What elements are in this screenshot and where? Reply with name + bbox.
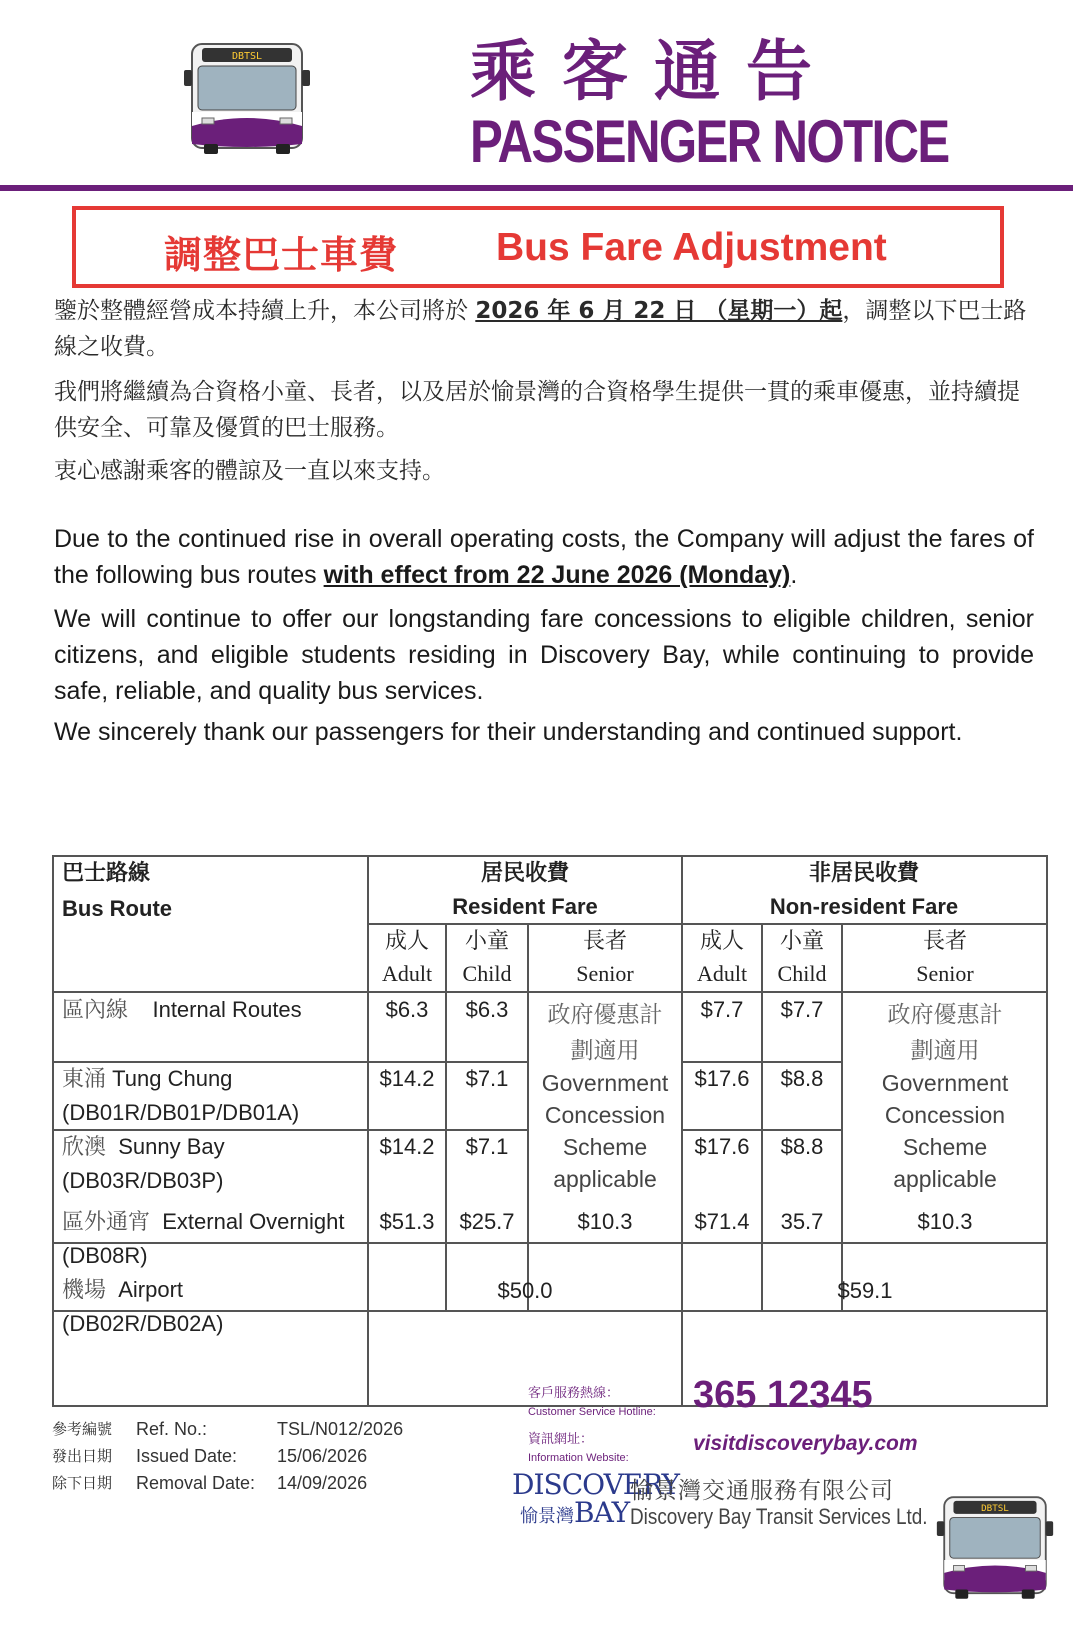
resident-child-zh: 小童 xyxy=(464,929,509,954)
removal-label-zh: 除下日期 xyxy=(52,1474,113,1492)
nonresident-adult-zh: 成人 xyxy=(699,929,744,954)
ref-value: TSL/N012/2026 xyxy=(277,1419,404,1439)
fare-cell: $25.7 xyxy=(459,1209,515,1234)
route-name-en: Tung Chung xyxy=(112,1066,233,1091)
fare-cell: $7.7 xyxy=(780,997,824,1022)
table-row xyxy=(62,994,302,1026)
removal-value: 14/09/2026 xyxy=(277,1473,368,1493)
resident-header-zh: 居民收費 xyxy=(480,860,569,885)
fare-cell: $14.2 xyxy=(379,1066,435,1091)
header-divider xyxy=(0,185,1073,191)
concession-en-line1: Government xyxy=(541,1070,669,1096)
fare-cell: $6.3 xyxy=(465,997,509,1022)
fare-cell: $14.2 xyxy=(379,1134,435,1159)
fare-cell: $17.6 xyxy=(694,1134,750,1159)
intro-en-p3: We sincerely thank our passengers for their understanding and continued support. xyxy=(54,718,963,746)
route-code: (DB01R/DB01P/DB01A) xyxy=(62,1100,300,1125)
route-code: (DB03R/DB03P) xyxy=(62,1168,224,1193)
nonresident-senior-en: Senior xyxy=(916,961,974,986)
fare-adjustment-banner xyxy=(72,206,1004,288)
concession-zh-line2: 劃適用 xyxy=(570,1038,640,1064)
bus-sign-text: DBTSL xyxy=(981,1503,1009,1515)
intro-zh-p1 xyxy=(54,293,1034,365)
website-label-en: Information Website: xyxy=(528,1452,629,1464)
concession-en-line3: Scheme xyxy=(562,1134,648,1160)
logo-zh: 愉景灣 xyxy=(520,1506,574,1527)
issued-value: 15/06/2026 xyxy=(277,1446,368,1466)
route-header-zh: 巴士路線 xyxy=(62,860,151,885)
route-name-en: Airport xyxy=(118,1277,184,1302)
route-name-en: Internal Routes xyxy=(152,997,302,1022)
intro-en-p2: We will continue to offer our longstanding fare concessions to eligible children, senior citizens, and eligible students residing in Discovery Bay, while continuing to provide safe, reliable, and quality bus services. xyxy=(54,605,1034,705)
company-name-en: Discovery Bay Transit Services Ltd. xyxy=(630,1504,928,1529)
route-code: (DB08R) xyxy=(62,1243,148,1268)
fare-cell: $6.3 xyxy=(385,997,429,1022)
discovery-bay-logo xyxy=(512,1468,679,1540)
fare-cell: $59.1 xyxy=(837,1278,893,1303)
bus-sign-text: DBTSL xyxy=(231,51,263,62)
route-name-zh: 機場 xyxy=(62,1277,107,1302)
resident-child-en: Child xyxy=(462,961,512,986)
fare-cell: $8.8 xyxy=(780,1066,824,1091)
issued-label-zh: 發出日期 xyxy=(52,1447,113,1465)
route-header-en: Bus Route xyxy=(62,896,172,921)
concession-en-line2: Concession xyxy=(544,1102,666,1128)
table-row xyxy=(62,1131,225,1163)
fare-cell: $71.4 xyxy=(694,1209,750,1234)
concession-en-line4: applicable xyxy=(893,1166,997,1192)
concession-zh-line1: 政府優惠計 xyxy=(547,1002,663,1028)
route-name-zh: 區外通宵 xyxy=(62,1209,151,1234)
resident-header-en: Resident Fare xyxy=(452,894,598,919)
fare-cell: $10.3 xyxy=(917,1209,973,1234)
intro-zh-p1-text: 鑒於整體經營成本持續上升，本公司將於 xyxy=(54,298,476,324)
fare-cell: $50.0 xyxy=(497,1278,553,1303)
concession-zh-line1: 政府優惠計 xyxy=(887,1002,1003,1028)
website-link[interactable]: visitdiscoverybay.com xyxy=(693,1432,918,1455)
nonresident-header-en: Non-resident Fare xyxy=(769,894,959,919)
fare-cell: $10.3 xyxy=(577,1209,633,1234)
route-name-en: External Overnight xyxy=(162,1209,345,1234)
notice-title-zh: 乘客通告 xyxy=(470,33,838,110)
fare-cell: $7.7 xyxy=(700,997,744,1022)
website-label-zh: 資訊網址： xyxy=(528,1432,594,1447)
concession-en-line3: Scheme xyxy=(902,1134,988,1160)
effective-date-en: with effect from 22 June 2026 (Monday) xyxy=(323,561,791,589)
nonresident-child-zh: 小童 xyxy=(779,929,824,954)
intro-en-p1-text: Due to the continued rise in overall operating costs, the Company will adjust the fares of the following bus routes xyxy=(54,525,1034,589)
fare-cell: $51.3 xyxy=(379,1209,435,1234)
bus-illustration-small xyxy=(935,1490,1055,1606)
route-code: (DB02R/DB02A) xyxy=(62,1311,224,1336)
concession-zh-line2: 劃適用 xyxy=(910,1038,980,1064)
table-row xyxy=(62,1274,183,1306)
document-meta xyxy=(52,1416,472,1497)
nonresident-header-zh: 非居民收費 xyxy=(808,860,919,885)
resident-senior-concession xyxy=(528,999,682,1195)
hotline-number[interactable]: 365 12345 xyxy=(693,1374,873,1416)
intro-en-p1-tail: . xyxy=(790,561,798,589)
resident-adult-en: Adult xyxy=(381,961,433,986)
fare-cell: 35.7 xyxy=(780,1209,824,1234)
company-name-zh: 愉景灣交通服務有限公司 xyxy=(630,1478,894,1504)
hotline-label-en: Customer Service Hotline: xyxy=(528,1406,656,1418)
logo-wordmark: DISCOVERY xyxy=(512,1468,679,1501)
bus-illustration xyxy=(182,40,312,158)
intro-zh-p2: 我們將繼續為合資格小童、長者，以及居於愉景灣的合資格學生提供一貫的乘車優惠，並持續提供安全、可靠及優質的巴士服務。 xyxy=(54,379,1020,441)
nonresident-senior-zh: 長者 xyxy=(922,929,967,954)
nonresident-adult-en: Adult xyxy=(696,961,748,986)
fare-cell: $7.1 xyxy=(465,1066,509,1091)
ref-label-zh: 參考編號 xyxy=(52,1420,113,1438)
removal-label-en: Removal Date: xyxy=(136,1473,256,1493)
hotline-label-zh: 客戶服務熱線： xyxy=(528,1386,620,1401)
notice-title-en: PASSENGER NOTICE xyxy=(470,108,949,175)
issued-label-en: Issued Date: xyxy=(136,1446,238,1466)
ref-label-en: Ref. No.: xyxy=(136,1419,208,1439)
route-name-zh: 東涌 xyxy=(62,1066,107,1091)
resident-senior-zh: 長者 xyxy=(582,929,627,954)
fare-table xyxy=(52,855,1048,1407)
fare-cell: $7.1 xyxy=(465,1134,509,1159)
nonresident-child-en: Child xyxy=(777,961,827,986)
table-row xyxy=(62,1063,232,1095)
intro-en-p1 xyxy=(54,521,1034,593)
route-name-en: Sunny Bay xyxy=(118,1134,225,1159)
logo-bay: BAY xyxy=(574,1496,630,1529)
table-row xyxy=(62,1206,344,1238)
fare-cell: $8.8 xyxy=(780,1134,824,1159)
concession-en-line1: Government xyxy=(881,1070,1009,1096)
concession-en-line2: Concession xyxy=(884,1102,1006,1128)
route-name-zh: 欣澳 xyxy=(62,1134,107,1159)
route-name-zh: 區內線 xyxy=(62,997,129,1022)
concession-en-line4: applicable xyxy=(553,1166,657,1192)
nonresident-senior-concession xyxy=(842,999,1048,1195)
fare-cell: $17.6 xyxy=(694,1066,750,1091)
banner-title-zh: 調整巴士車費 xyxy=(164,233,399,277)
effective-date-zh: 2026 年 6 月 22 日 （星期一）起 xyxy=(475,298,843,324)
resident-senior-en: Senior xyxy=(576,961,634,986)
intro-zh-p1-tail: ，調整以下巴士路線之收費。 xyxy=(54,298,1027,360)
intro-zh-p3: 衷心感謝乘客的體諒及一直以來支持。 xyxy=(54,458,445,484)
banner-title-en: Bus Fare Adjustment xyxy=(496,226,887,269)
resident-adult-zh: 成人 xyxy=(384,929,429,954)
